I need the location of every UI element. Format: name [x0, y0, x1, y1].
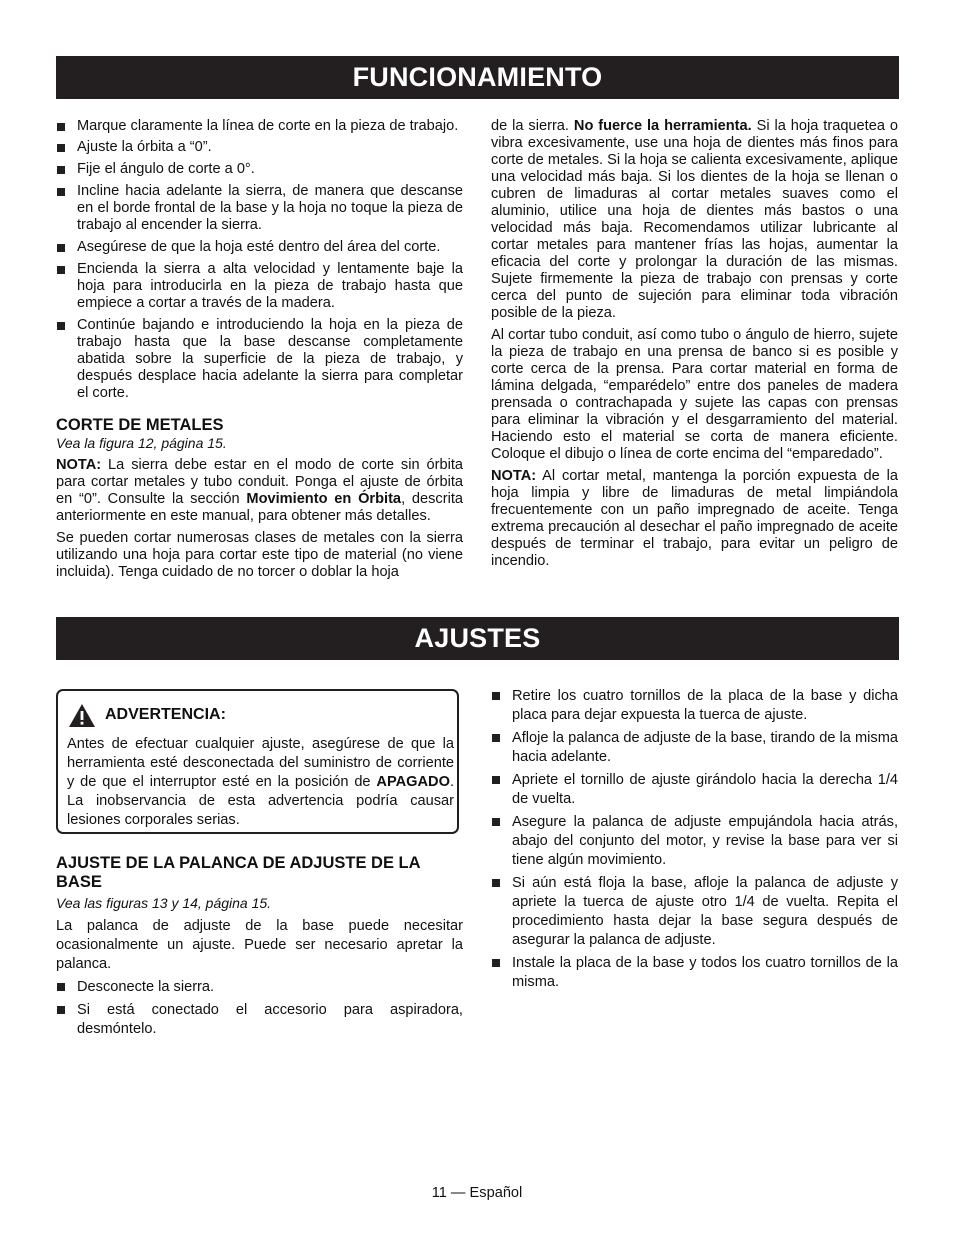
section-banner-ajustes: AJUSTES [56, 617, 899, 660]
paragraph-text-end: Si la hoja traquetea o vibra excesivamente, use una hoja de dientes más finos para corte de metales. Si la hoja se calienta excesivamente, aplique una velocidad más baja. Si los dientes de la hoja se llenan o cubren de limaduras al cortar metales suaves como el aluminio, utilice una hoja de dientes más bastos o una velocidad más baja. Recomendamos utilizar lubricante al cortar metales para mantener frías las hojas, aumentar la eficacia del corte y prolongar la duración de las mismas. Sujete firmemente la pieza de trabajo con prensas y corte cerca del punto de sujeción para eliminar toda vibración posible de la pieza. [491, 118, 898, 321]
list-item: Encienda la sierra a alta velocidad y lentamente baje la hoja para introducirla en la pieza de trabajo hasta que empiece a cortar a través de la madera. [56, 261, 463, 312]
list-item: Incline hacia adelante la sierra, de manera que descanse en el borde frontal de la base y la hoja no toque la pieza de trabajo al encender la sierra. [56, 183, 463, 234]
list-item: Si aún está floja la base, afloje la palanca de adjuste y apriete la tuerca de ajuste otro 1/4 de vuelta. Repita el procedimiento hasta dejar la base segura después de asegurar la palanca de adjuste. [491, 874, 898, 950]
warning-box [56, 689, 459, 834]
warning-bold-term: APAGADO [376, 774, 450, 790]
ajustes-left-column [56, 854, 463, 1039]
list-item: Asegúrese de que la hoja esté dentro del área del corte. [56, 239, 463, 256]
page-footer: 11 — Español [431, 1185, 523, 1201]
corte-heading: CORTE DE METALES [56, 416, 224, 434]
list-item: Marque claramente la línea de corte en la pieza de trabajo. [56, 118, 463, 135]
paragraph-text: de la sierra. [491, 118, 574, 134]
nota-bold-ref: Movimiento en Órbita [246, 491, 402, 507]
nota-text-end: , descrita anteriormente en este manual, para obtener más detalles. [56, 491, 463, 524]
metal-paragraph: Se pueden cortar numerosas clases de metales con la sierra utilizando una hoja para cortar este tipo de material (no viene incluida). Tenga cuidado de no torcer o doblar la hoja [56, 530, 463, 580]
list-item: Asegure la palanca de adjuste empujándola hacia atrás, abajo del conjunto del motor, y revise la base para ver si tiene algún movimiento. [491, 813, 898, 870]
figure-reference: Vea la figura 12, página 15. [56, 435, 227, 451]
nota-paragraph [56, 457, 463, 525]
bold-warning-text: No fuerce la herramienta. [573, 118, 752, 134]
warning-text-start: Antes de efectuar cualquier ajuste, asegúrese de que la herramienta esté desconectada del suministro de corriente y de que el interruptor esté en la posición de [67, 736, 454, 790]
nota-paragraph-2 [491, 468, 898, 570]
palanca-bullet-list-left [56, 978, 463, 1039]
funcionamiento-bullet-list [56, 118, 463, 402]
list-item: Continúe bajando e introduciendo la hoja en la pieza de trabajo hasta que la base descanse completamente abatida sobre la superficie de la pieza de trabajo, y después desplace hacia adelante la sierra para completar el corte. [56, 317, 463, 402]
palanca-heading: AJUSTE DE LA PALANCA DE ADJUSTE DE LA BASE [56, 854, 420, 891]
palanca-bullet-list-right [491, 687, 898, 992]
metal-paragraph-continued [491, 118, 898, 322]
list-item: Apriete el tornillo de ajuste girándolo hacia la derecha 1/4 de vuelta. [491, 771, 898, 809]
nota-label: NOTA: [56, 457, 102, 473]
nota-text: La sierra debe estar en el modo de corte sin órbita para cortar metales y tubo conduit. Ponga el ajuste de órbita en “0”. Consulte la sección [56, 457, 463, 507]
warning-header [68, 702, 226, 728]
warning-text-end: . La inobservancia de esta advertencia podría causar lesiones corporales serias. [67, 774, 454, 828]
warning-text [67, 735, 454, 830]
conduit-paragraph: Al cortar tubo conduit, así como tubo o ángulo de hierro, sujete la pieza de trabajo en una prensa de banco si es posible y corte cerca de la prensa. Para cortar material en forma de lámina delgada, “emparédelo” entre dos paneles de madera prensada o contrachapada y sujete las capas con prensas para eliminar la vibración y el desgarramiento del material. Haciendo esto el material se corta de manera eficiente. Coloque el dibujo o línea de corte encima del “emparedado”. [491, 327, 898, 462]
warning-triangle-icon [68, 703, 96, 728]
warning-title: ADVERTENCIA: [105, 706, 226, 723]
ajustes-right-column [491, 687, 898, 992]
figure-reference: Vea las figuras 13 y 14, página 15. [56, 895, 272, 911]
palanca-intro: La palanca de adjuste de la base puede necesitar ocasionalmente un ajuste. Puede ser necesario apretar la palanca. [56, 918, 463, 972]
list-item: Si está conectado el accesorio para aspiradora, desmóntelo. [56, 1001, 463, 1039]
nota-text: Al cortar metal, mantenga la porción expuesta de la hoja limpia y libre de limaduras de metal limpiándola frecuentemente con un paño impregnado de aceite. Tenga extrema precaución al desechar el paño impregnado de aceite después de terminar el trabajo, para evitar un peligro de incendio. [491, 468, 898, 569]
list-item: Instale la placa de la base y todos los cuatro tornillos de la misma. [491, 954, 898, 992]
funcionamiento-left-column [56, 118, 463, 581]
funcionamiento-right-column [491, 118, 898, 570]
section-banner-funcionamiento: FUNCIONAMIENTO [56, 56, 899, 99]
list-item: Ajuste la órbita a “0”. [56, 139, 463, 156]
nota-label: NOTA: [491, 468, 537, 484]
list-item: Fije el ángulo de corte a 0°. [56, 161, 463, 178]
list-item: Afloje la palanca de adjuste de la base, tirando de la misma hacia adelante. [491, 729, 898, 767]
list-item: Retire los cuatro tornillos de la placa de la base y dicha placa para dejar expuesta la tuerca de ajuste. [491, 687, 898, 725]
list-item: Desconecte la sierra. [56, 978, 463, 997]
